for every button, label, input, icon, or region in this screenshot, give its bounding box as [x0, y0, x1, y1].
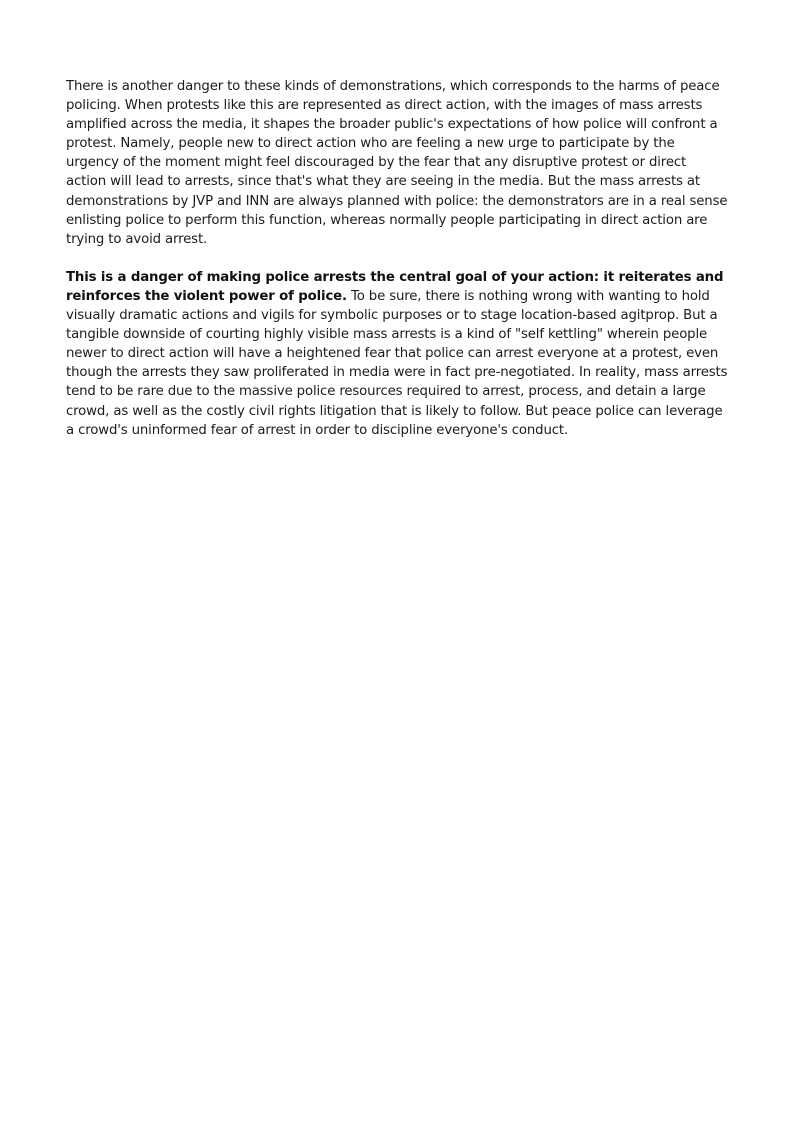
- paragraph-police-arrests-goal: [66, 268, 730, 440]
- paragraph-peace-policing-danger: [66, 77, 730, 249]
- document-body: [66, 77, 730, 440]
- paragraph-text: There is another danger to these kinds of demonstrations, which corresponds to the harms of peace policing. When protests like this are represented as direct action, with the images of mass arrests amplified across the media, it shapes the broader public's expectations of how police will confront a protest. Namely, people new to direct action who are feeling a new urge to participate by the urgency of the moment might feel discouraged by the fear that any disruptive protest or direct action will lead to arrests, since that's what they are seeing in the media. But the mass arrests at demonstrations by JVP and INN are always planned with police: the demonstrators are in a real sense enlisting police to perform this function, whereas normally people participating in direct action are trying to avoid arrest.: [66, 79, 728, 247]
- paragraph-bold-lead: This is a danger of making police arrests the central goal of your action: it reiterates and reinforces the violent power of police.: [66, 269, 724, 304]
- paragraph-text: To be sure, there is nothing wrong with wanting to hold visually dramatic actions and vigils for symbolic purposes or to stage location-based agitprop. But a tangible downside of courting highly visible mass arrests is a kind of "self kettling" wherein people newer to direct action will have a heightened fear that police can arrest everyone at a protest, even though the arrests they saw proliferated in media were in fact pre-negotiated. In reality, mass arrests tend to be rare due to the massive police resources required to arrest, process, and detain a large crowd, as well as the costly civil rights litigation that is likely to follow. But peace police can leverage a crowd's uninformed fear of arrest in order to discipline everyone's conduct.: [66, 288, 728, 438]
